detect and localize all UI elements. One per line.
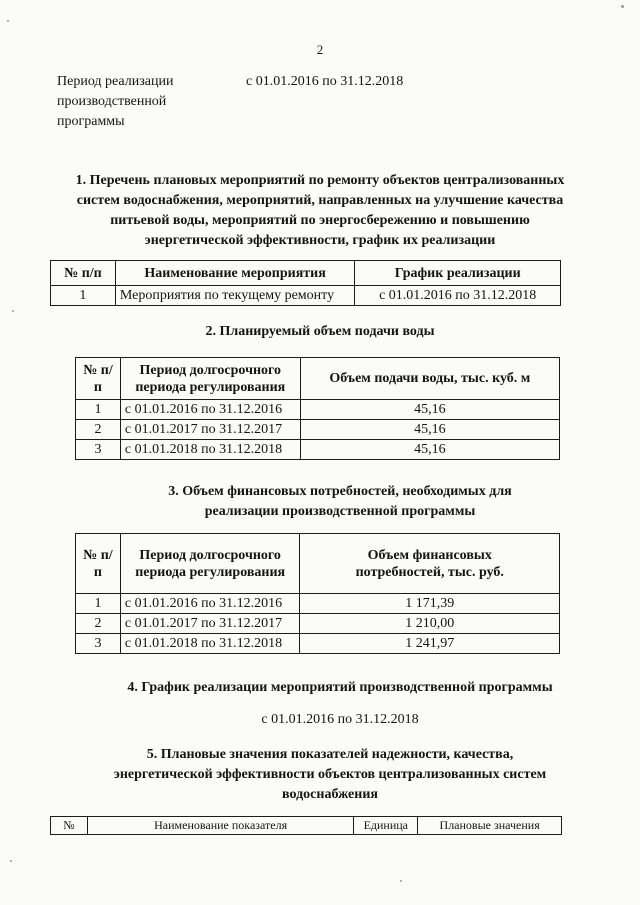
table-row bbox=[76, 594, 560, 614]
scan-speck bbox=[12, 310, 14, 312]
col-header-indicator-name: Наименование показателя bbox=[87, 817, 353, 835]
table-row bbox=[76, 634, 560, 654]
table-row bbox=[76, 614, 560, 634]
cell-number: 3 bbox=[76, 634, 121, 654]
implementation-period-label: Период реализации производственной программы bbox=[57, 74, 174, 129]
section5-title: 5. Плановые значения показателей надежности, качества, энергетической эффективности объектов централизованных систем водоснабжения bbox=[113, 747, 547, 802]
section4-schedule-value: с 01.01.2016 по 31.12.2018 bbox=[261, 712, 419, 727]
cell-number: 3 bbox=[76, 440, 121, 460]
col-header-number: № bbox=[51, 817, 88, 835]
measures-table bbox=[50, 260, 561, 306]
col-header-planned-values: Плановые значения bbox=[418, 817, 562, 835]
table-row bbox=[76, 400, 560, 420]
col-header-period: Период долгосрочного периода регулирования bbox=[120, 534, 300, 594]
cell-number: 2 bbox=[76, 614, 121, 634]
section1-title: 1. Перечень плановых мероприятий по ремонту объектов централизованных систем водоснабжения, мероприятий, направленных на улучшение качества питьевой воды, мероприятий по энергосбережению и повышению энергетической эффективности, график их реализации bbox=[75, 173, 565, 248]
cell-period: с 01.01.2016 по 31.12.2016 bbox=[120, 594, 300, 614]
cell-number: 2 bbox=[76, 420, 121, 440]
scan-speck bbox=[7, 20, 9, 22]
col-header-number: № п/п bbox=[76, 358, 121, 400]
col-header-number: № п/п bbox=[76, 534, 121, 594]
col-header-number: № п/п bbox=[51, 261, 116, 286]
table-row bbox=[51, 286, 561, 306]
cell-period: с 01.01.2018 по 31.12.2018 bbox=[120, 440, 300, 460]
table-row bbox=[76, 420, 560, 440]
cell-period: с 01.01.2018 по 31.12.2018 bbox=[120, 634, 300, 654]
section4-title: 4. График реализации мероприятий производственной программы bbox=[127, 680, 553, 695]
cell-measure-name: Мероприятия по текущему ремонту bbox=[115, 286, 355, 306]
scan-speck bbox=[621, 5, 624, 8]
cell-number: 1 bbox=[51, 286, 116, 306]
table-header-row bbox=[76, 358, 560, 400]
table-header-row bbox=[51, 261, 561, 286]
implementation-period-value: с 01.01.2016 по 31.12.2018 bbox=[246, 74, 404, 89]
cell-schedule: с 01.01.2016 по 31.12.2018 bbox=[355, 286, 561, 306]
scan-speck bbox=[400, 880, 402, 882]
col-header-financial-volume: Объем финансовых потребностей, тыс. руб. bbox=[300, 534, 560, 594]
section3-title: 3. Объем финансовых потребностей, необходимых для реализации производственной программы bbox=[168, 484, 512, 519]
cell-period: с 01.01.2017 по 31.12.2017 bbox=[120, 614, 300, 634]
water-supply-table bbox=[75, 357, 560, 460]
table-header-row bbox=[51, 817, 562, 835]
table-row bbox=[76, 440, 560, 460]
financial-needs-table bbox=[75, 533, 560, 654]
cell-number: 1 bbox=[76, 594, 121, 614]
section2-title: 2. Планируемый объем подачи воды bbox=[205, 324, 435, 339]
scan-speck bbox=[10, 860, 12, 862]
col-header-water-volume: Объем подачи воды, тыс. куб. м bbox=[300, 358, 559, 400]
page-number: 2 bbox=[316, 42, 324, 57]
cell-financial-volume: 1 210,00 bbox=[300, 614, 560, 634]
cell-water-volume: 45,16 bbox=[300, 420, 559, 440]
cell-water-volume: 45,16 bbox=[300, 440, 559, 460]
cell-financial-volume: 1 171,39 bbox=[300, 594, 560, 614]
cell-financial-volume: 1 241,97 bbox=[300, 634, 560, 654]
cell-number: 1 bbox=[76, 400, 121, 420]
cell-water-volume: 45,16 bbox=[300, 400, 559, 420]
table-header-row bbox=[76, 534, 560, 594]
col-header-measure-name: Наименование мероприятия bbox=[115, 261, 355, 286]
col-header-period: Период долгосрочного периода регулирования bbox=[120, 358, 300, 400]
cell-period: с 01.01.2017 по 31.12.2017 bbox=[120, 420, 300, 440]
indicators-table bbox=[50, 816, 562, 835]
col-header-unit: Единица bbox=[354, 817, 418, 835]
cell-period: с 01.01.2016 по 31.12.2016 bbox=[120, 400, 300, 420]
col-header-schedule: График реализации bbox=[355, 261, 561, 286]
